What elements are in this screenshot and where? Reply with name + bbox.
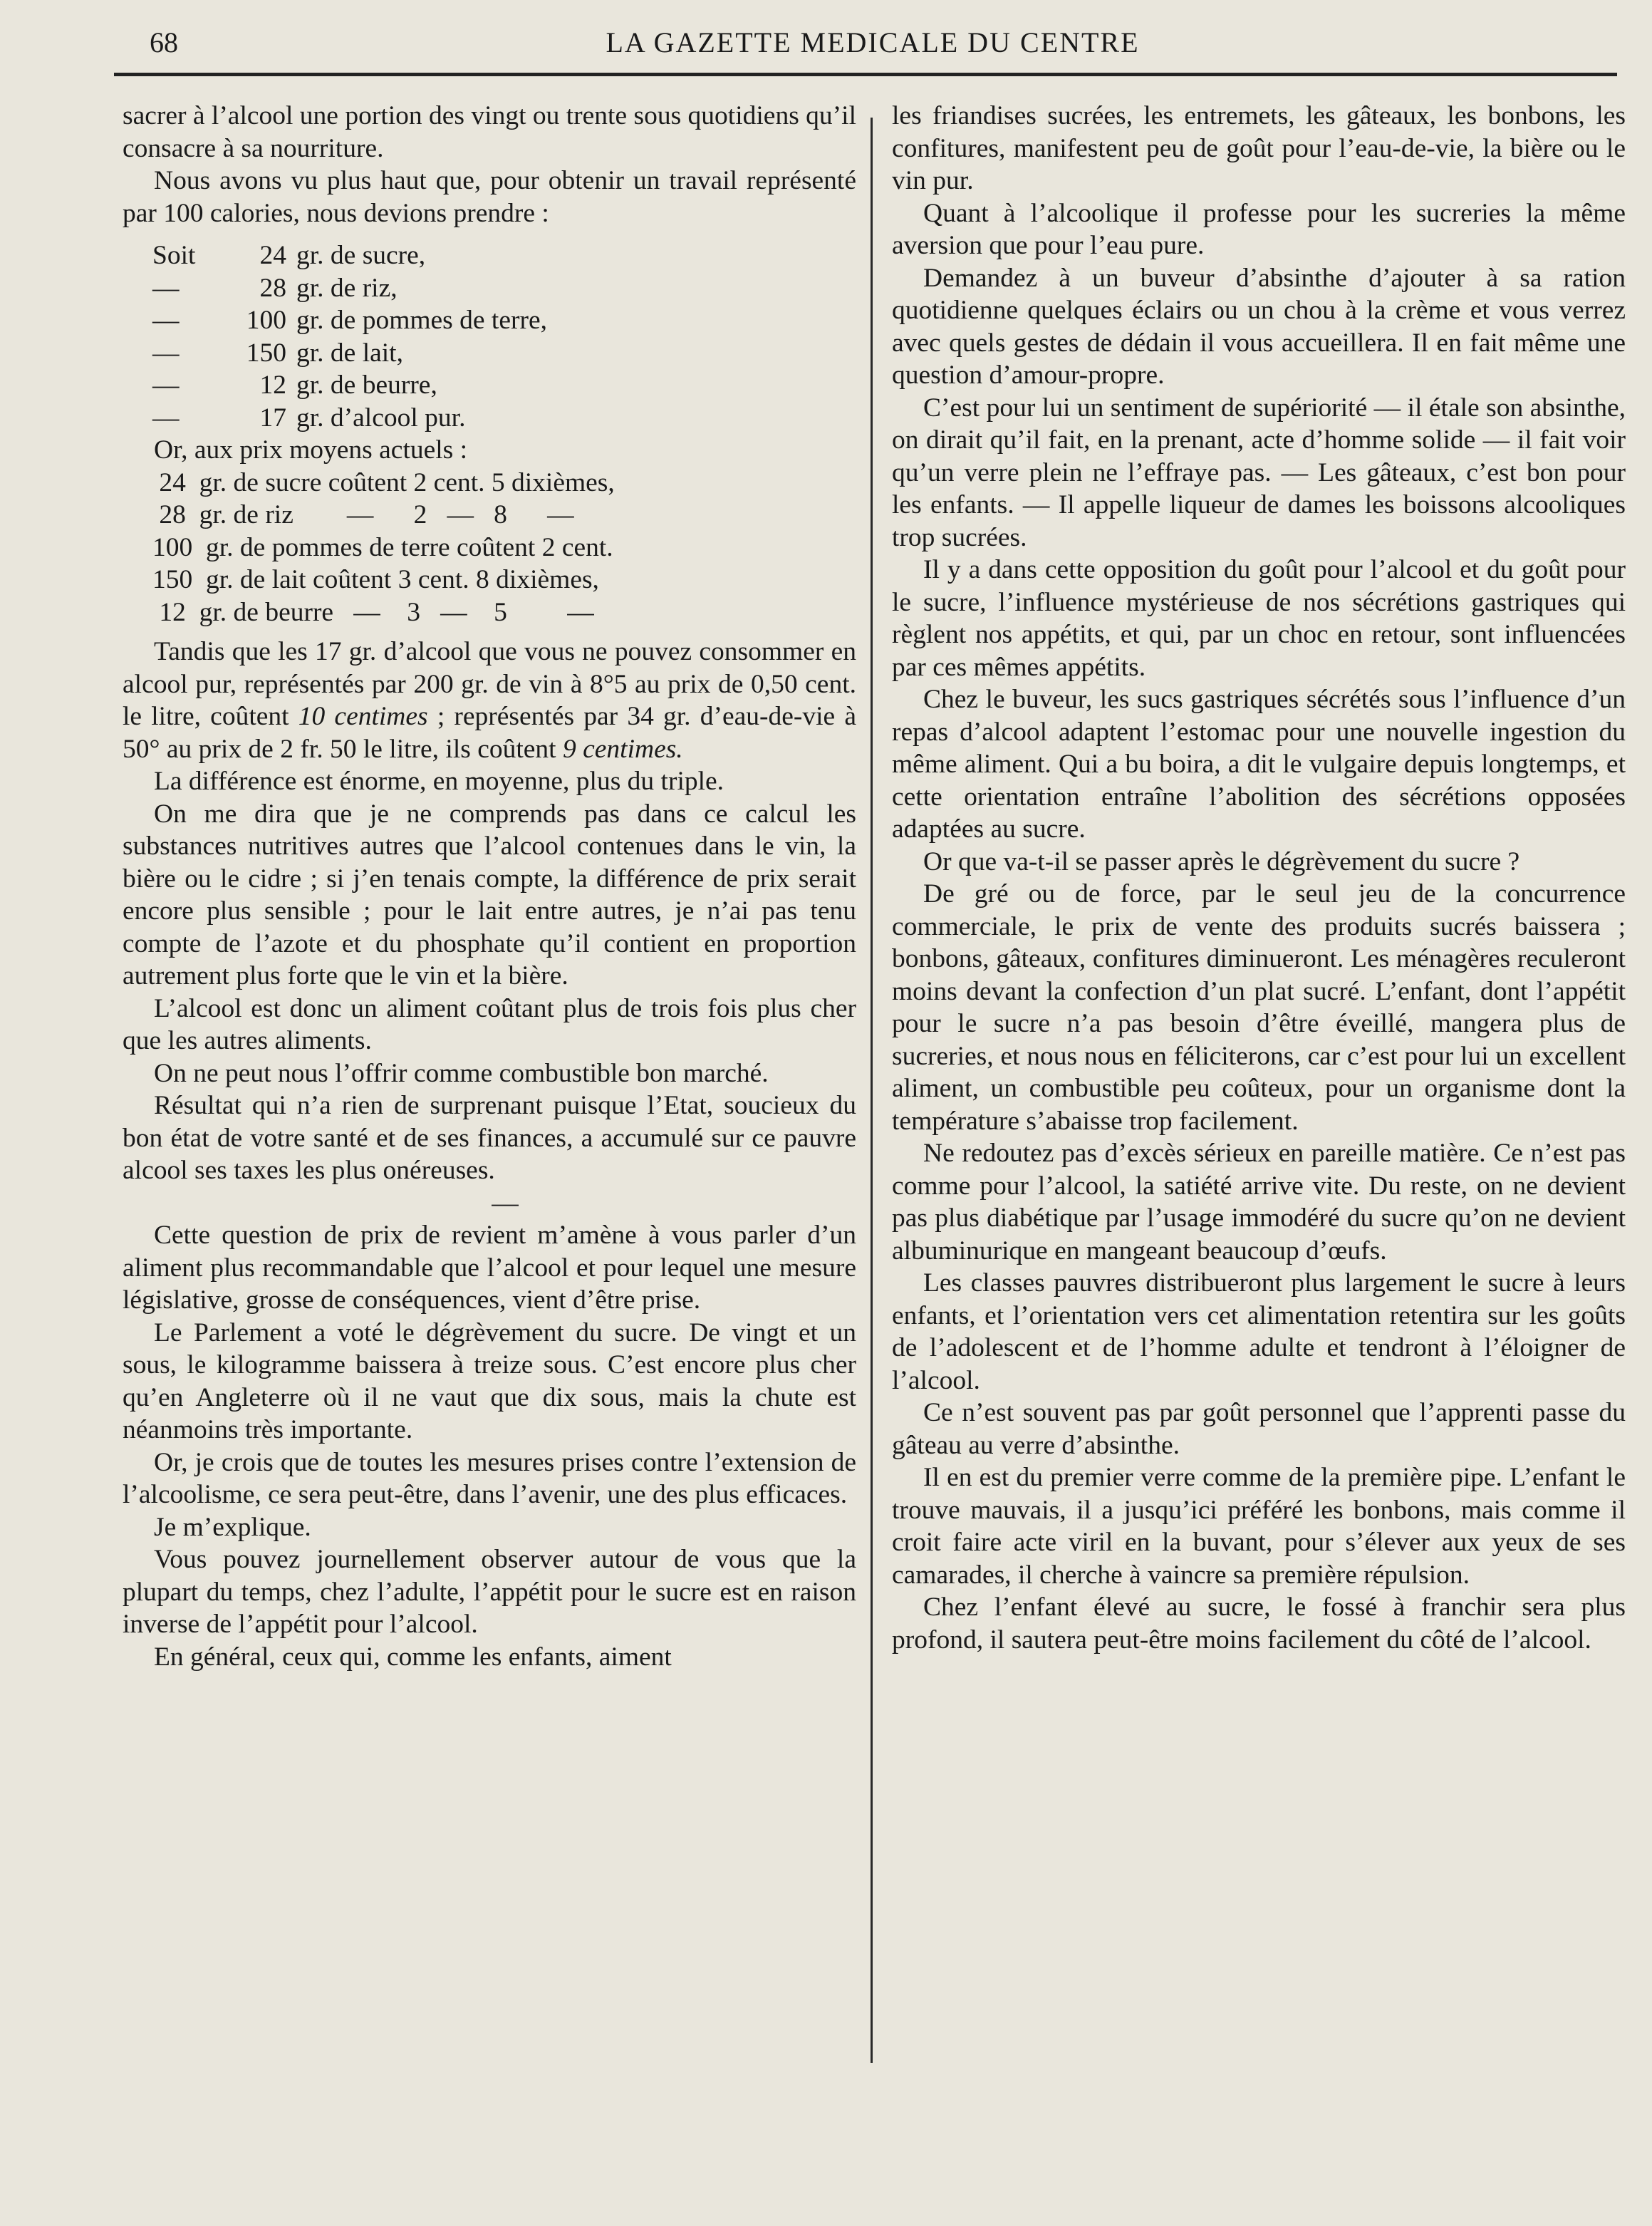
- paragraph: Or, aux prix moyens actuels :: [154, 435, 468, 465]
- section-separator: —: [492, 1188, 519, 1218]
- quantity-list: [123, 239, 856, 434]
- paragraph: Résultat qui n’a rien de surprenant puisque l’Etat, soucieux du bon état de votre santé et de ses finances, a accumulé sur ce pauvre alcool ses taxes les plus onéreuses.: [123, 1091, 856, 1185]
- paragraph: Or que va-t-il se passer après le dégrèvement du sucre ?: [923, 847, 1520, 876]
- paragraph: les friandises sucrées, les entremets, les gâteaux, les bonbons, les confitures, manifestent peu de goût pour l’eau-de-vie, la bière ou le vin pur.: [892, 101, 1626, 195]
- paragraph: Quant à l’alcoolique il professe pour les sucreries la même aversion que pour l’eau pure.: [892, 198, 1626, 260]
- emphasis: 9 centimes.: [562, 734, 683, 764]
- paragraph: L’alcool est donc un aliment coûtant plus de trois fois plus cher que les autres aliments.: [123, 993, 856, 1055]
- page-number: 68: [150, 26, 178, 58]
- paragraph: De gré ou de force, par le seul jeu de la concurrence commerciale, le prix de vente des produits sucrés baissera ; bonbons, gâteaux, confitures diminueront. Les ménagères reculeront moins devant la confection d’un plat sucré. L’enfant, dont l’appétit pour le sucre n’a pas besoin d’être éveillé, mangera plus de sucreries, et nous nous en féliciterons, car c’est pour lui un excellent aliment, un combustible peu coûteux, pour un organisme dont la température s’abaisse trop facilement.: [892, 879, 1626, 1136]
- paragraph: On me dira que je ne comprends pas dans ce calcul les substances nutritives autres que l’alcool contenues dans le vin, la bière ou le cidre ; si j’en tenais compte, la différence de prix serait encore plus sensible ; pour le lait entre autres, je n’ai pas tenu compte de l’azote et du phosphate qu’il contient en proportion autrement plus forte que le vin et la bière.: [123, 799, 856, 990]
- cost-line: 100 gr. de pommes de terre coûtent 2 cent.: [152, 532, 613, 562]
- paragraph: Or, je crois que de toutes les mesures prises contre l’extension de l’alcoolisme, ce sera peut-être, dans l’avenir, une des plus efficaces.: [123, 1447, 856, 1509]
- paragraph: Vous pouvez journellement observer autour de vous que la plupart du temps, chez l’adulte, l’appétit pour le sucre est en raison inverse de l’appétit pour l’alcool.: [123, 1545, 856, 1639]
- paragraph: Ne redoutez pas d’excès sérieux en pareille matière. Ce n’est pas comme pour l’alcool, la satiété arrive vite. Du reste, on ne devient pas plus diabétique par l’usage immodéré du sucre qu’on ne devient albuminurique en mangeant beaucoup d’œufs.: [892, 1139, 1626, 1265]
- paragraph: Cette question de prix de revient m’amène à vous parler d’un aliment plus recommandable que l’alcool et pour lequel une mesure législative, grosse de conséquences, vient d’être prise.: [123, 1221, 856, 1315]
- paragraph: Le Parlement a voté le dégrèvement du sucre. De vingt et un sous, le kilogramme baissera à treize sous. C’est encore plus cher qu’en Angleterre où il ne vaut que dix sous, mais la chute est néanmoins très importante.: [123, 1318, 856, 1444]
- header-rule: [114, 73, 1617, 76]
- list-item: Soit 24 gr. de sucre,: [152, 241, 426, 270]
- list-item: — 28 gr. de riz,: [152, 273, 398, 303]
- page-header: [128, 20, 1617, 63]
- cost-list: [123, 467, 856, 629]
- paragraph: Chez le buveur, les sucs gastriques sécrétés sous l’influence d’un repas d’alcool adaptent l’estomac pour une nouvelle ingestion du même aliment. Qui a bu boira, a dit le vulgaire depuis longtemps, et cette orientation entraîne l’abolition des sécrétions opposées adaptées au sucre.: [892, 685, 1626, 844]
- cost-line: 28 gr. de riz — 2 — 8 —: [152, 500, 574, 529]
- paragraph: Il y a dans cette opposition du goût pour l’alcool et du goût pour le sucre, l’influence mystérieuse de nos sécrétions gastriques qui règlent nos appétits, et qui, par un choc en retour, sont influencées par ces mêmes appétits.: [892, 555, 1626, 682]
- list-item: — 17 gr. d’alcool pur.: [152, 403, 466, 433]
- cost-line: 150 gr. de lait coûtent 3 cent. 8 dixièmes,: [152, 565, 599, 594]
- paragraph: Chez l’enfant élevé au sucre, le fossé à franchir sera plus profond, il sautera peut-être moins facilement du côté de l’alcool.: [892, 1593, 1626, 1655]
- paragraph: Nous avons vu plus haut que, pour obtenir un travail représenté par 100 calories, nous devions prendre :: [123, 166, 856, 228]
- paragraph: sacrer à l’alcool une portion des vingt ou trente sous quotidiens qu’il consacre à sa nourriture.: [123, 101, 856, 163]
- list-item: — 150 gr. de lait,: [152, 338, 403, 368]
- column-divider: [871, 118, 873, 2063]
- paragraph: Je m’explique.: [154, 1512, 311, 1542]
- cost-line: 24 gr. de sucre coûtent 2 cent. 5 dixièmes,: [152, 467, 615, 497]
- paragraph: Ce n’est souvent pas par goût personnel que l’apprenti passe du gâteau au verre d’absinthe.: [892, 1398, 1626, 1460]
- paragraph: Tandis que les 17 gr. d’alcool que vous ne pouvez consommer en alcool pur, représentés par 200 gr. de vin à 8°5 au prix de 0,50 cent. le litre, coûtent 10 centimes ; représentés par 34 gr. d’eau-de-vie à 50° au prix de 2 fr. 50 le litre, ils coûtent 9 centimes.: [123, 637, 857, 764]
- list-item: — 100 gr. de pommes de terre,: [152, 306, 547, 335]
- paragraph: Il en est du premier verre comme de la première pipe. L’enfant le trouve mauvais, il a jusqu’ici préféré les bonbons, mais comme il croit faire acte viril en la buvant, pour s’élever aux yeux de ses camarades, il cherche à vaincre sa première répulsion.: [892, 1463, 1626, 1590]
- paragraph: C’est pour lui un sentiment de supériorité — il étale son absinthe, on dirait qu’il fait, en la prenant, acte d’homme solide — il fait voir qu’un verre plein ne l’effraye pas. — Les gâteaux, c’est bon pour les enfants. — Il appelle liqueur de dames les boissons alcooliques trop sucrées.: [892, 393, 1626, 552]
- right-column: [892, 100, 1626, 1656]
- cost-line: 12 gr. de beurre — 3 — 5 —: [152, 597, 594, 627]
- running-title: LA GAZETTE MEDICALE DU CENTRE: [606, 26, 1140, 58]
- paragraph: Les classes pauvres distribueront plus largement le sucre à leurs enfants, et l’orientation vers cet alimentation retentira sur les goûts de l’adolescent et de l’homme adulte et tendront à l’éloigner de l’alcool.: [892, 1268, 1626, 1395]
- emphasis: 10 centimes: [298, 702, 428, 731]
- list-item: — 12 gr. de beurre,: [152, 371, 437, 400]
- left-column: [123, 100, 856, 1673]
- paragraph: On ne peut nous l’offrir comme combustible bon marché.: [154, 1058, 769, 1088]
- paragraph: En général, ceux qui, comme les enfants, aiment: [154, 1642, 672, 1672]
- paragraph: La différence est énorme, en moyenne, plus du triple.: [154, 767, 724, 796]
- paragraph: Demandez à un buveur d’absinthe d’ajouter à sa ration quotidienne quelques éclairs ou un chou à la crème et vous verrez avec quels gestes de dédain il vous accueillera. Il en fait même une question d’amour-propre.: [892, 263, 1626, 390]
